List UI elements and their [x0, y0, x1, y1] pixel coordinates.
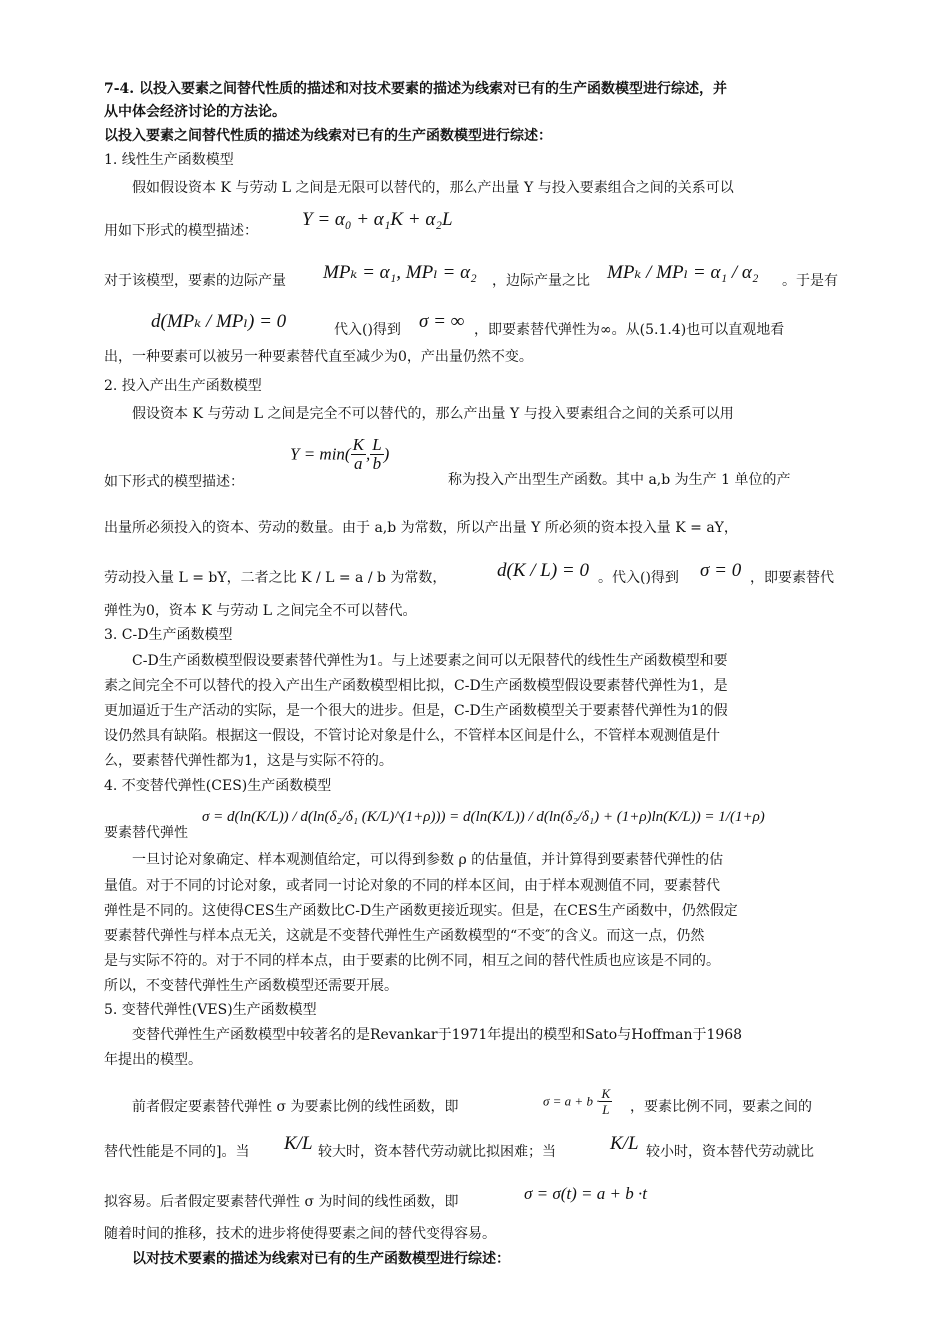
- s4-paragraph-line: 是与实际不符的。对于不同的样本点，由于要素的比例不同，相互之间的替代性质也应该是不同的。: [104, 953, 720, 969]
- formula-sigma-zero: σ = 0: [700, 560, 742, 581]
- s5-title: 5. 变替代弹性(VES)生产函数模型: [104, 1002, 317, 1018]
- fraction-ves-l: L: [602, 1102, 610, 1117]
- s4-paragraph-line: 量值。对于不同的讨论对象，或者同一讨论对象的不同的样本区间，由于样本观测值不同，要素替代: [104, 878, 720, 894]
- s2-line-3: 出量所必须投入的资本、劳动的数量。由于 a,b 为常数，所以产出量 Y 所必须的资本投入量 K = aY，: [104, 520, 738, 536]
- s4-paragraph-line: 弹性是不同的。这使得CES生产函数比C-D生产函数更接近现实。但是，在CES生产函数中，仍然假定: [104, 903, 738, 919]
- fraction-b: b: [372, 454, 382, 473]
- s1-line-3b: ，边际产量之比: [492, 273, 590, 289]
- formula-d-k-over-l: d(K / L) = 0: [497, 560, 589, 581]
- s3-paragraph-line: 设仍然具有缺陷。根据这一假设，不管讨论对象是什么，不管样本区间是什么，不管样本观测值是什: [104, 728, 720, 744]
- heading-line-2: 从中体会经济讨论的方法论。: [104, 104, 286, 120]
- s1-line-2: 用如下形式的模型描述：: [104, 223, 258, 239]
- s5-line-1a: 前者假定要素替代弹性 σ 为要素比例的线性函数，即: [132, 1099, 459, 1115]
- formula-d-mp-ratio: d(MPₖ / MPₗ) = 0: [151, 311, 287, 332]
- formula-ces-elasticity: σ = d(ln(K/L)) / d(ln(δ₂/δ₁ (K/L)^(1+ρ))) = d(ln(K/L)) / d(ln(δ₂/δ₁) + (1+ρ)ln(K/L)) = 1/(1+ρ): [202, 809, 765, 825]
- formula-min-prefix: Y = min(: [290, 444, 351, 464]
- s3-paragraph-line: C-D生产函数模型假设要素替代弹性为1。与上述要素之间可以无限替代的线性生产函数模型和要: [132, 653, 728, 669]
- s1-line-4b: ，即要素替代弹性为∞。从(5.1.4)也可以直观地看: [474, 322, 785, 338]
- fraction-a: a: [354, 454, 363, 473]
- s5-line-2a: 替代性能是不同的]。当: [104, 1144, 250, 1160]
- heading-line-1: 7-4. 以投入要素之间替代性质的描述和对技术要素的描述为线索对已有的生产函数模型进行综述，并: [104, 81, 728, 97]
- formula-k-over-l-large: K/L: [284, 1133, 313, 1154]
- s2-line-2a: 如下形式的模型描述：: [104, 474, 244, 490]
- s1-line-3a: 对于该模型，要素的边际产量: [104, 273, 286, 289]
- fraction-k-over-l: [599, 1086, 612, 1117]
- s5-paragraph-line-1: 变替代弹性生产函数模型中较著名的是Revankar于1971年提出的模型和Sato与Hoffman于1968: [132, 1027, 743, 1043]
- fraction-k: K: [352, 435, 364, 454]
- s5-line-3a: 拟容易。后者假定要素替代弹性 σ 为时间的线性函数，即: [104, 1194, 459, 1210]
- s5-paragraph-line-2: 年提出的模型。: [104, 1052, 202, 1068]
- fraction-l-over-b: [370, 436, 383, 473]
- s3-paragraph-line: 么，要素替代弹性都为1，这是与实际不符的。: [104, 753, 393, 769]
- formula-linear-model: Y = α₀ + α₁K + α₂L: [302, 209, 453, 230]
- section-a-title: 以投入要素之间替代性质的描述为线索对已有的生产函数模型进行综述：: [104, 128, 552, 144]
- s3-title: 3. C-D生产函数模型: [104, 627, 233, 643]
- s1-line-3c: 。于是有: [782, 273, 838, 289]
- s1-line-1: 假如假设资本 K 与劳动 L 之间是无限可以替代的，那么产出量 Y 与投入要素组合之间的关系可以: [132, 180, 734, 196]
- s2-line-5: 弹性为0，资本 K 与劳动 L 之间完全不可以替代。: [104, 603, 417, 619]
- fraction-l: L: [372, 435, 382, 454]
- s5-line-2b: 较大时，资本替代劳动就比拟困难；当: [318, 1144, 556, 1160]
- s5-line-4: 随着时间的推移，技术的进步将使得要素之间的替代变得容易。: [104, 1226, 496, 1242]
- formula-ves-ratio: [543, 1086, 612, 1117]
- formula-sigma-infinity: σ = ∞: [419, 311, 465, 332]
- section-b-title: 以对技术要素的描述为线索对已有的生产函数模型进行综述：: [132, 1251, 510, 1267]
- s2-title: 2. 投入产出生产函数模型: [104, 378, 262, 394]
- s2-line-4c: ，即要素替代: [750, 570, 834, 586]
- s4-label: 要素替代弹性: [104, 825, 188, 841]
- s2-line-4b: 。代入()得到: [598, 570, 679, 586]
- s4-title: 4. 不变替代弹性(CES)生产函数模型: [104, 778, 332, 794]
- s5-line-1b: ，要素比例不同，要素之间的: [630, 1099, 812, 1115]
- formula-ves-prefix: σ = a + b ·: [543, 1093, 600, 1109]
- s4-paragraph-line: 要素替代弹性与样本点无关，这就是不变替代弹性生产函数模型的“不变″的含义。而这一点，仍然: [104, 928, 705, 944]
- s2-line-1: 假设资本 K 与劳动 L 之间是完全不可以替代的，那么产出量 Y 与投入要素组合之间的关系可以用: [132, 406, 734, 422]
- s3-paragraph-line: 更加逼近于生产活动的实际，是一个很大的进步。但是，C-D生产函数模型关于要素替代弹性为1的假: [104, 703, 728, 719]
- s1-title: 1. 线性生产函数模型: [104, 152, 234, 168]
- formula-mp-ratio: MPₖ / MPₗ = α₁ / α₂: [607, 262, 759, 283]
- s2-line-4a: 劳动投入量 L = bY，二者之比 K / L = a / b 为常数，: [104, 570, 447, 586]
- formula-ves-time: σ = σ(t) = a + b ·t: [524, 1184, 647, 1203]
- s1-line-4a: 代入()得到: [334, 322, 401, 338]
- formula-min-function: Y = min( $\frac{K}{a}$ , $\frac{L}{b}$ ): [290, 435, 390, 473]
- formula-marginal-products: MPₖ = α₁, MPₗ = α₂: [323, 262, 477, 283]
- s2-line-2b: 称为投入产出型生产函数。其中 a,b 为生产 1 单位的产: [448, 472, 791, 488]
- s1-line-5: 出，一种要素可以被另一种要素替代直至减少为0，产出量仍然不变。: [104, 349, 533, 365]
- s5-line-2c: 较小时，资本替代劳动就比: [646, 1144, 814, 1160]
- fraction-ves-k: K: [601, 1086, 611, 1101]
- fraction-k-over-a: [351, 436, 366, 473]
- s4-paragraph-line: 一旦讨论对象确定、样本观测值给定，可以得到参数 ρ 的估量值，并计算得到要素替代弹性的估: [132, 852, 724, 868]
- s4-paragraph-line: 所以，不变替代弹性生产函数模型还需要开展。: [104, 978, 398, 994]
- formula-k-over-l-small: K/L: [610, 1133, 639, 1154]
- s3-paragraph-line: 素之间完全不可以替代的投入产出生产函数模型相比拟，C-D生产函数模型假设要素替代弹性为1，是: [104, 678, 728, 694]
